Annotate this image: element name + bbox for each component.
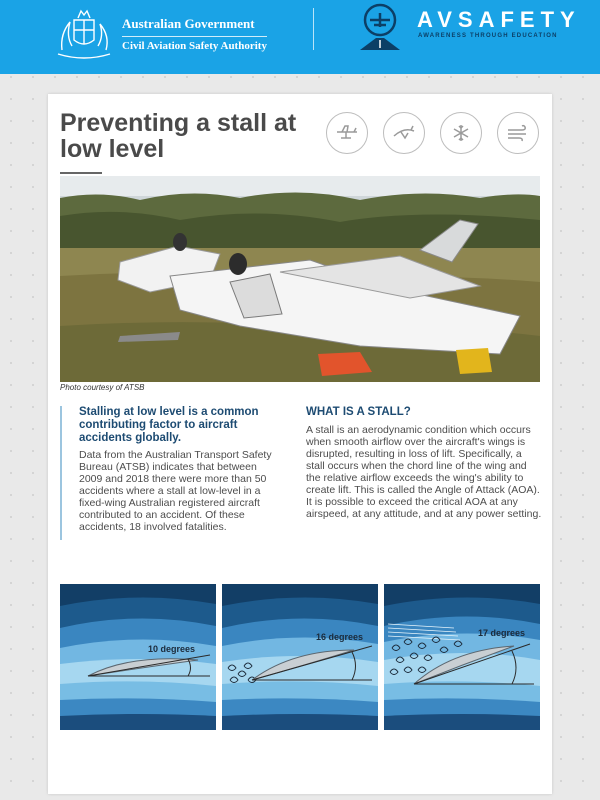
aoa-diagram-17 xyxy=(384,584,540,730)
intro-lead: Stalling at low level is a common contributing factor to aircraft accidents globally. xyxy=(79,406,259,444)
stall-definition xyxy=(306,406,542,520)
page-title: Preventing a stall at low level xyxy=(60,109,297,163)
agency-name: Civil Aviation Safety Authority xyxy=(122,40,267,52)
aoa-diagram-16 xyxy=(222,584,378,730)
stall-heading: WHAT IS A STALL? xyxy=(306,406,411,418)
snowflake-icon xyxy=(440,112,482,154)
wind-icon xyxy=(497,112,539,154)
coat-of-arms-icon xyxy=(52,6,116,62)
angle-label: 17 degrees xyxy=(478,628,526,638)
intro-callout xyxy=(60,406,282,540)
title-rule xyxy=(60,172,102,174)
brand-name: AVSAFETY xyxy=(417,7,581,32)
aoa-diagram-10 xyxy=(60,584,216,730)
plane-banking-icon xyxy=(383,112,425,154)
brand-tagline: AWARENESS THROUGH EDUCATION xyxy=(418,33,558,39)
stall-body: A stall is an aerodynamic condition which occurs when smooth airflow over the aircraft's wings is disrupted, resulting in loss of lift. Specifically, a stall occurs when the chord line of the wing and the relative airflow exceeds the wing's ability to create lift. This is called the Angle of Attack (AOA). It is possible to exceed the critical AOA at any airspeed, at any attitude, and at any power setting. xyxy=(306,424,542,520)
government-name: Australian Government xyxy=(122,16,267,37)
avsafety-logo-icon[interactable] xyxy=(352,2,408,54)
government-logo[interactable] xyxy=(52,4,267,64)
photo-caption: Photo courtesy of ATSB xyxy=(60,383,145,392)
header-bar xyxy=(0,0,600,74)
airplane-icon xyxy=(326,112,368,154)
content-card xyxy=(48,94,552,794)
crash-photo xyxy=(60,176,540,382)
header-divider xyxy=(313,8,314,50)
angle-label: 10 degrees xyxy=(148,644,196,654)
intro-body: Data from the Australian Transport Safety Bureau (ATSB) indicates that between 2009 and 2018 there were more than 50 accidents where a stall at low-level in a fixed-wing Australian registered aircraft contributed to an accident. Of these accidents, 18 involved fatalities. xyxy=(79,449,272,533)
angle-label: 16 degrees xyxy=(316,632,364,642)
